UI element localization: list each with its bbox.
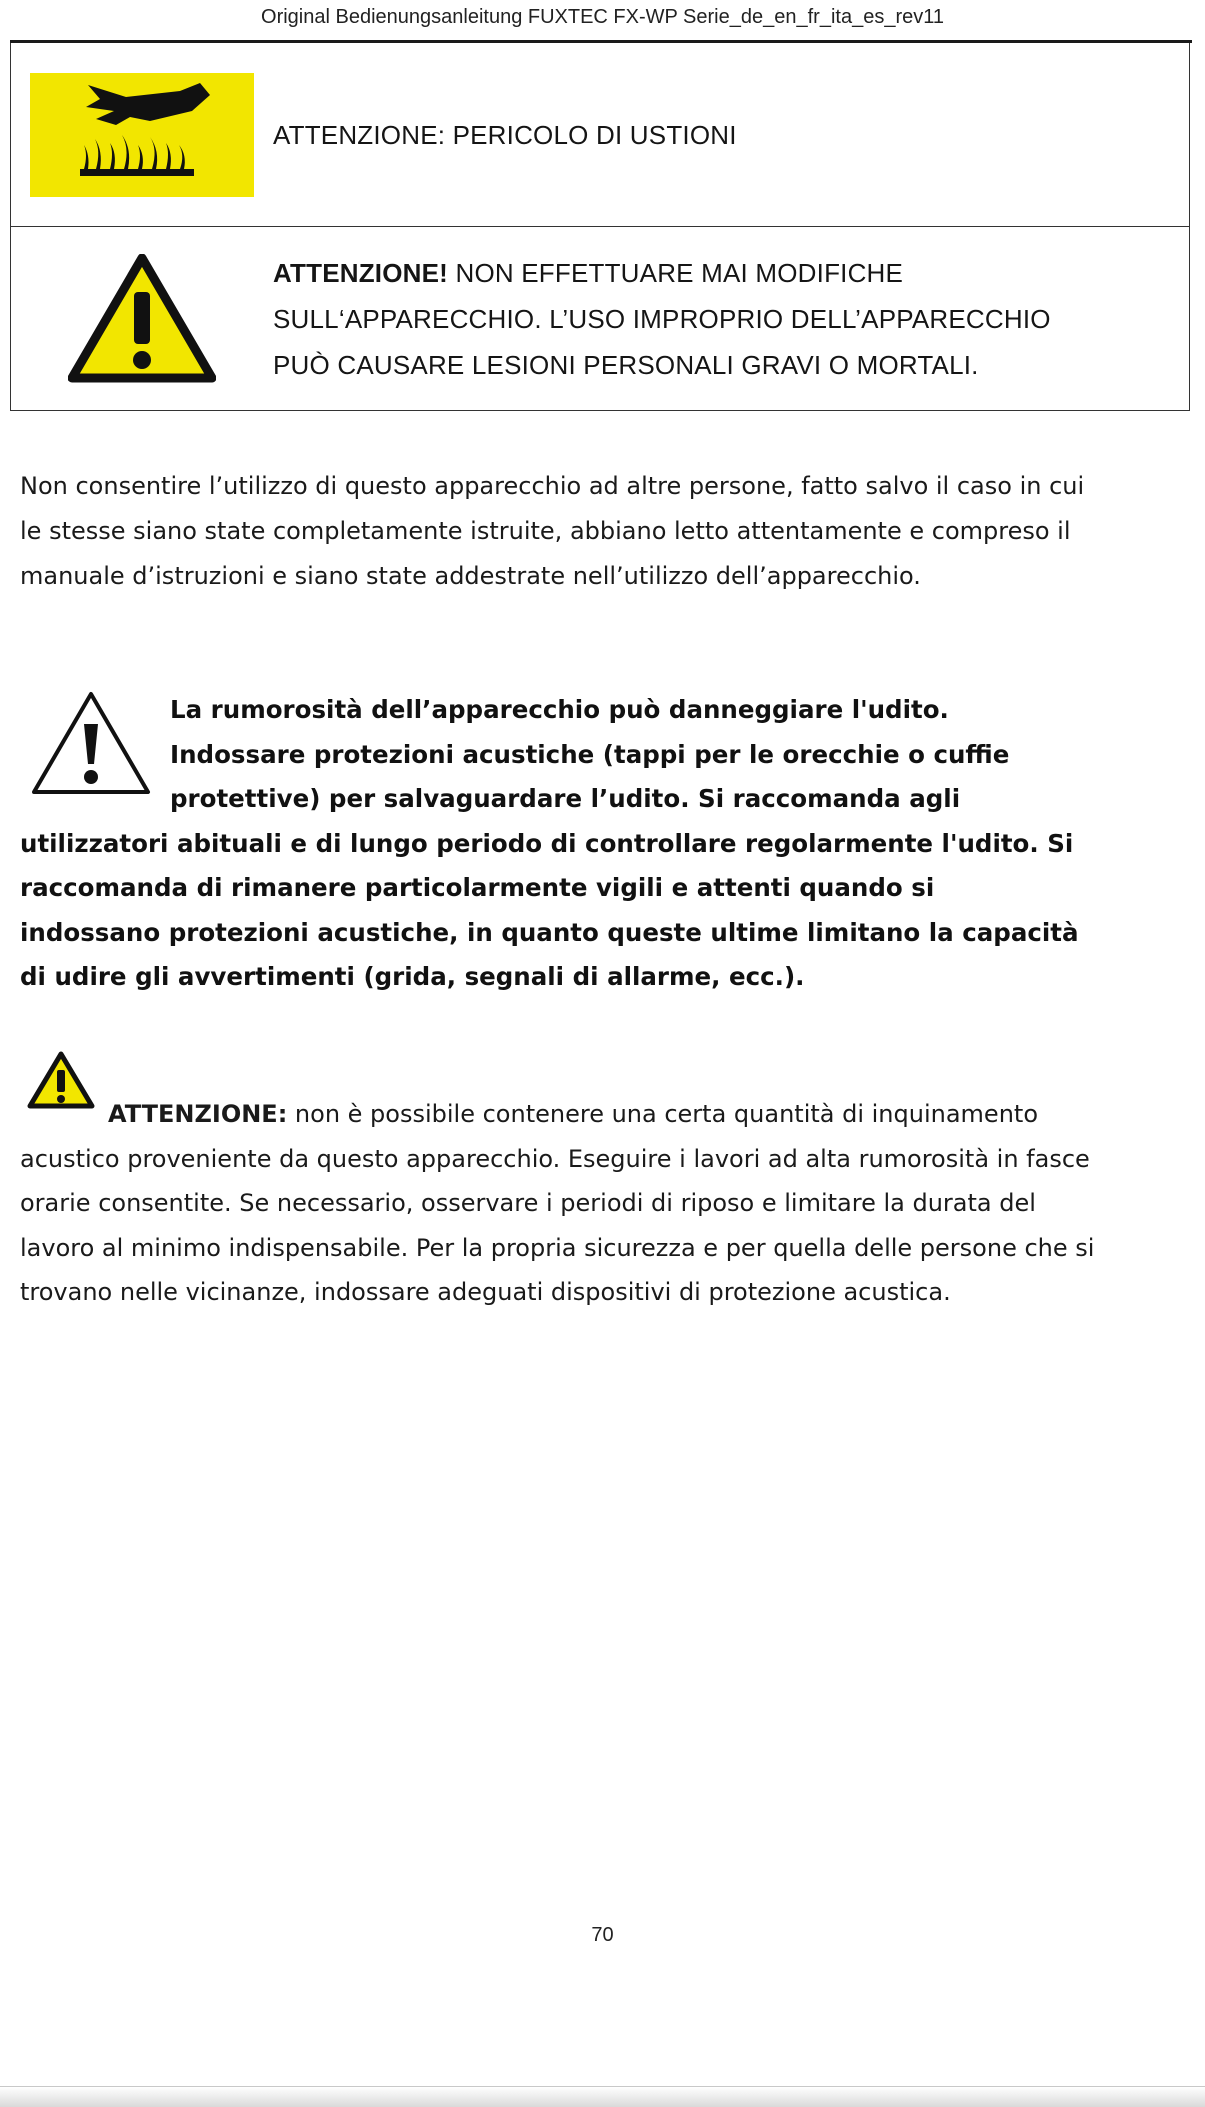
warning-triangle-icon [26, 1050, 96, 1110]
running-header: Original Bedienungsanleitung FUXTEC FX-WP Serie_de_en_fr_ita_es_rev11 [261, 6, 944, 28]
attention-line: orarie consentite. Se necessario, osservare i periodi di riposo e limitare la durata del [20, 1189, 1036, 1217]
warning-icon-cell [11, 254, 273, 384]
usage-paragraph [20, 464, 1190, 599]
attention-line: ATTENZIONE: non è possibile contenere una certa quantità di inquinamento [108, 1100, 1038, 1128]
paragraph-line: le stesse siano state completamente istruite, abbiano letto attentamente e compreso il [20, 517, 1071, 545]
noise-warning-line: La rumorosità dell’apparecchio può danneggiare l'udito. [170, 695, 949, 724]
modification-warning-text [273, 250, 1189, 388]
attention-text [20, 1050, 1190, 1315]
paragraph-line: manuale d’istruzioni e siano state addestrate nell’utilizzo dell’apparecchio. [20, 562, 921, 590]
noise-warning-line: utilizzatori abituali e di lungo periodo di controllare regolarmente l'udito. Si [20, 828, 1074, 858]
paragraph-line: Non consentire l’utilizzo di questo apparecchio ad altre persone, fatto salvo il caso in cui [20, 472, 1085, 500]
modification-warning-line: PUÒ CAUSARE LESIONI PERSONALI GRAVI O MORTALI. [273, 349, 979, 380]
warning-row-burn [11, 43, 1189, 227]
burn-warning-text: ATTENZIONE: PERICOLO DI USTIONI [273, 119, 737, 150]
warning-table [10, 43, 1190, 411]
hot-surface-warning-icon [30, 73, 254, 197]
modification-warning-line: ATTENZIONE! NON EFFETTUARE MAI MODIFICHE [273, 257, 904, 288]
noise-warning [20, 688, 1190, 1000]
attention-line: lavoro al minimo indispensabile. Per la propria sicurezza e per quella delle persone che si [20, 1233, 1095, 1262]
attention-line: trovano nelle vicinanze, indossare adeguati dispositivi di protezione acustica. [20, 1278, 951, 1306]
modification-warning-line: SULL‘APPARECCHIO. L’USO IMPROPRIO DELL’APPARECCHIO [273, 303, 1051, 334]
noise-warning-line: Indossare protezioni acustiche (tappi per le orecchie o cuffie [170, 739, 1010, 769]
page-bottom-edge [0, 2086, 1205, 2107]
attention-notice [20, 1050, 1190, 1315]
noise-warning-line: protettive) per salvaguardare l’udito. Si raccomanda agli [170, 784, 961, 813]
page-number: 70 [591, 1924, 614, 1946]
warning-icon-cell [11, 73, 273, 197]
modification-warning-label: ATTENZIONE! [273, 257, 449, 288]
attention-label: ATTENZIONE: [108, 1100, 288, 1128]
noise-warning-line: di udire gli avvertimenti (grida, segnali di allarme, ecc.). [20, 962, 805, 991]
exclamation-triangle-icon [68, 254, 216, 384]
attention-line: acustico proveniente da questo apparecchio. Eseguire i lavori ad alta rumorosità in fasce [20, 1144, 1090, 1173]
warning-row-modification [11, 227, 1189, 410]
noise-warning-line: raccomanda di rimanere particolarmente vigili e attenti quando si [20, 873, 935, 902]
noise-warning-text [20, 688, 1190, 1000]
noise-warning-line: indossano protezioni acustiche, in quanto queste ultime limitano la capacità [20, 917, 1079, 947]
exclamation-triangle-outline-icon [28, 688, 154, 800]
